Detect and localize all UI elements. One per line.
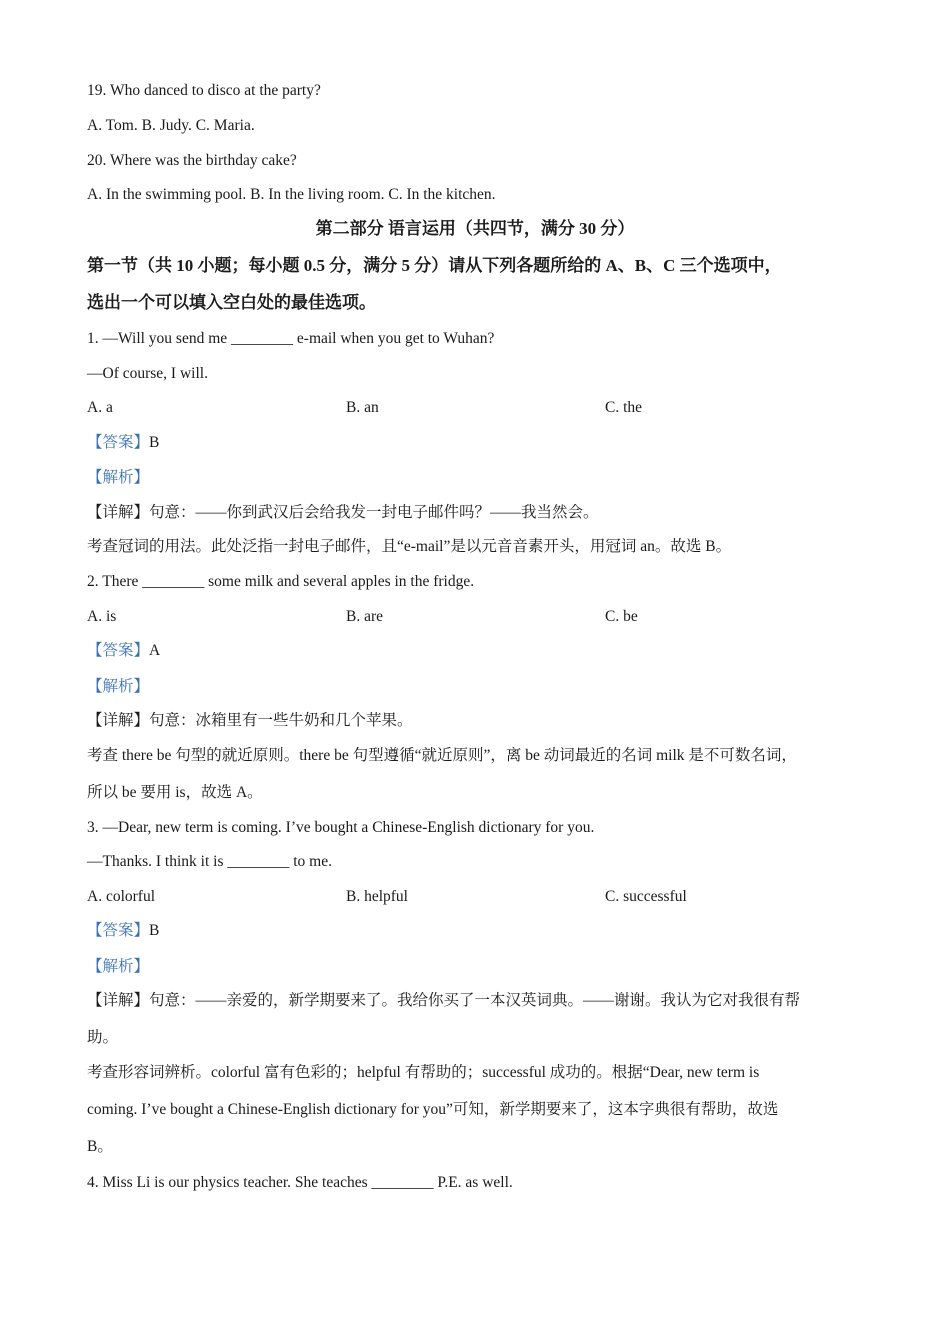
q1-analysis	[87, 468, 149, 488]
q3-reply: —Thanks. I think it is ________ to me.	[87, 853, 332, 870]
analysis-label: 【解析】	[87, 469, 150, 486]
q1-answer-value: B	[149, 434, 160, 451]
question-19-options: A. Tom. B. Judy. C. Maria.	[87, 117, 255, 134]
q3-stem: 3. —Dear, new term is coming. I’ve bought a Chinese-English dictionary for you.	[87, 819, 595, 836]
q3-explanation-line3: B。	[87, 1138, 113, 1155]
q1-detail	[87, 503, 599, 523]
q2-stem: 2. There ________ some milk and several apples in the fridge.	[87, 573, 475, 590]
q2-analysis	[87, 677, 149, 697]
section1-instruction-line1: 第一节（共 10 小题；每小题 0.5 分，满分 5 分）请从下列各题所给的 A、B、C 三个选项中，	[87, 256, 782, 275]
q2-explanation-line2: 所以 be 要用 is，故选 A。	[87, 784, 263, 801]
q3-option-c: C. successful	[605, 888, 687, 905]
q1-answer	[87, 433, 159, 453]
q3-explanation-line2: coming. I’ve bought a Chinese-English dictionary for you”可知，新学期要来了，这本字典很有帮助，故选	[87, 1101, 779, 1118]
q1-reply: —Of course, I will.	[87, 365, 208, 382]
question-19: 19. Who danced to disco at the party?	[87, 82, 321, 99]
q1-detail-text: 句意：——你到武汉后会给我发一封电子邮件吗？——我当然会。	[149, 504, 599, 521]
analysis-label: 【解析】	[87, 678, 150, 695]
answer-label: 【答案】	[87, 642, 150, 659]
q1-option-b: B. an	[346, 399, 379, 416]
q3-option-a: A. colorful	[87, 888, 156, 905]
q2-explanation-line1: 考查 there be 句型的就近原则。there be 句型遵循“就近原则”，离 be 动词最近的名词 milk 是不可数名词，	[87, 747, 797, 764]
q2-detail	[87, 711, 413, 731]
q3-analysis	[87, 957, 149, 977]
q4-stem: 4. Miss Li is our physics teacher. She teaches ________ P.E. as well.	[87, 1174, 513, 1191]
question-20-options: A. In the swimming pool. B. In the living room. C. In the kitchen.	[87, 186, 496, 203]
part2-title: 第二部分 语言运用（共四节，满分 30 分）	[315, 219, 635, 238]
q3-explanation-line1: 考查形容词辨析。colorful 富有色彩的；helpful 有帮助的；successful 成功的。根据“Dear, new term is	[87, 1064, 760, 1081]
q3-detail-line2: 助。	[87, 1029, 119, 1046]
q1-option-c: C. the	[605, 399, 643, 416]
q2-option-b: B. are	[346, 608, 384, 625]
answer-label: 【答案】	[87, 434, 150, 451]
q2-option-c: C. be	[605, 608, 638, 625]
q3-option-b: B. helpful	[346, 888, 408, 905]
q3-detail-text: 句意：——亲爱的，新学期要来了。我给你买了一本汉英词典。——谢谢。我认为它对我很有帮	[149, 992, 801, 1009]
q1-option-a: A. a	[87, 399, 113, 416]
q2-answer-value: A	[149, 642, 161, 659]
q3-detail-line1	[87, 991, 800, 1011]
q1-explanation: 考查冠词的用法。此处泛指一封电子邮件，且“e-mail”是以元音音素开头，用冠词 an。故选 B。	[87, 538, 732, 555]
q2-answer	[87, 641, 160, 661]
detail-label: 【详解】	[87, 712, 150, 729]
q2-option-a: A. is	[87, 608, 117, 625]
q3-answer-value: B	[149, 922, 160, 939]
question-20: 20. Where was the birthday cake?	[87, 152, 297, 169]
answer-label: 【答案】	[87, 922, 150, 939]
q2-detail-text: 句意：冰箱里有一些牛奶和几个苹果。	[149, 712, 413, 729]
q1-stem: 1. —Will you send me ________ e-mail when you get to Wuhan?	[87, 330, 495, 347]
detail-label: 【详解】	[87, 504, 150, 521]
analysis-label: 【解析】	[87, 958, 150, 975]
q3-answer	[87, 921, 159, 941]
section1-instruction-line2: 选出一个可以填入空白处的最佳选项。	[87, 293, 376, 312]
detail-label: 【详解】	[87, 992, 150, 1009]
